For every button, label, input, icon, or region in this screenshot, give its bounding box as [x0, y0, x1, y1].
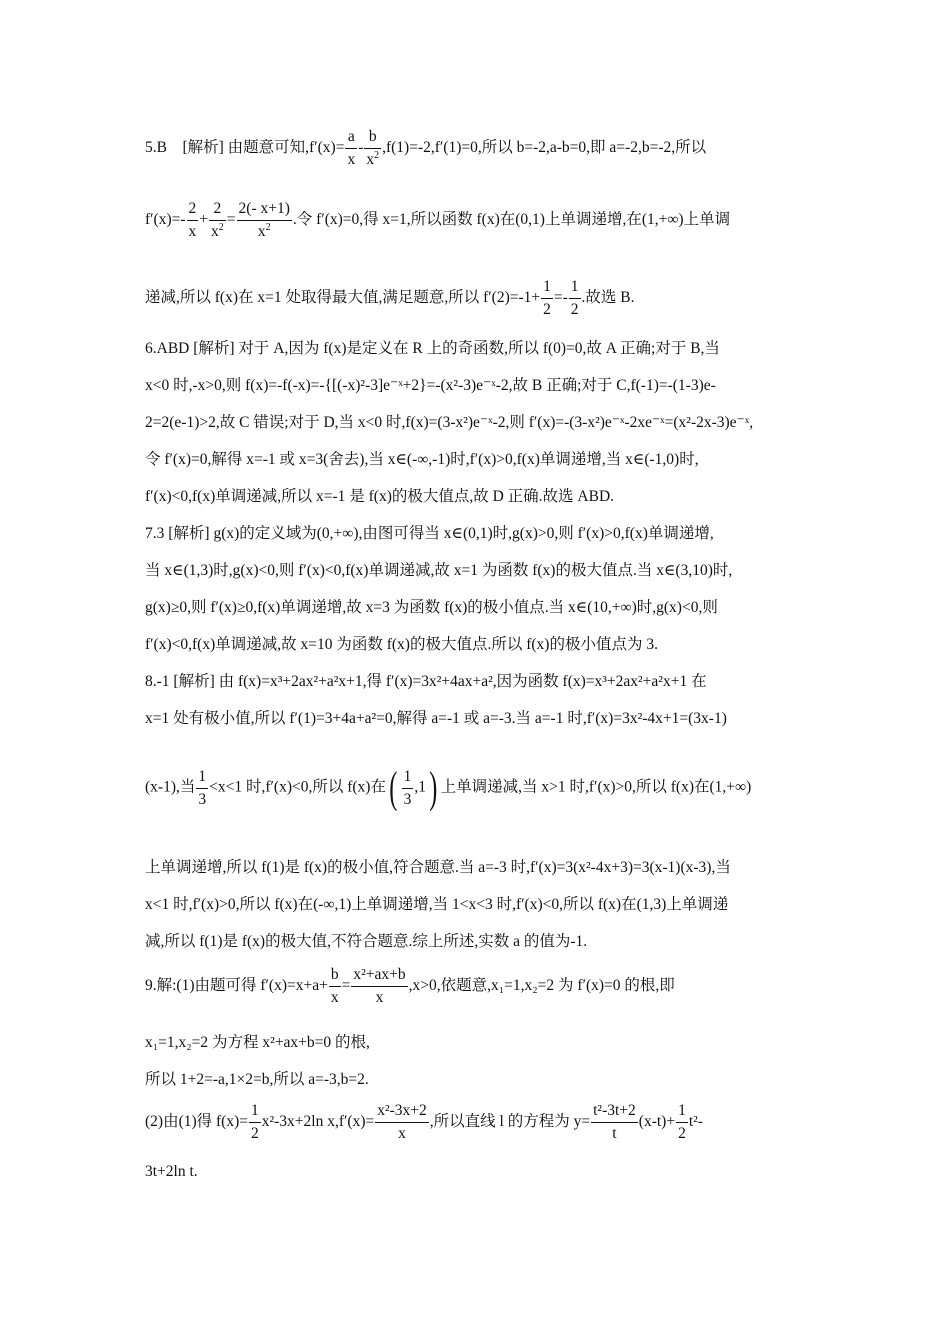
q8-line-1: 8.-1 [解析] 由 f(x)=x³+2ax²+a²x+1,得 f′(x)=3x²+4ax+a²,因为函数 f(x)=x³+2ax²+a²x+1 在: [145, 673, 707, 690]
fraction-a-over-x: $\frac{a}{x}$: [347, 128, 356, 168]
fraction-combined: $\frac{2(- x+1)}{x^2}$: [238, 200, 290, 240]
q8-line-5: x<1 时,f′(x)>0,所以 f(x)在(-∞,1)上单调递增,当 1<x<3 时,f′(x)<0,所以 f(x)在(1,3)上单调递: [145, 896, 729, 913]
q7-line-2: 当 x∈(1,3)时,g(x)<0,则 f′(x)<0,f(x)单调递减,故 x=1 为函数 f(x)的极大值点.当 x∈(3,10)时,: [145, 562, 733, 579]
q9-line-5: 3t+2ln t.: [145, 1163, 198, 1180]
q7-line-4: f′(x)<0,f(x)单调递减,故 x=10 为函数 f(x)的极大值点.所以 f(x)的极小值点为 3.: [145, 636, 658, 653]
q6-line-5: f′(x)<0,f(x)单调递减,所以 x=-1 是 f(x)的极大值点,故 D 正确.故选 ABD.: [145, 488, 615, 505]
q9-line-3: 所以 1+2=-a,1×2=b,所以 a=-3,b=2.: [145, 1071, 369, 1088]
fraction-one-third: $\frac{1}{3}$: [198, 767, 207, 808]
fraction-derivative: $\frac{\text{x²-3x+2}}{x}$: [377, 1102, 427, 1142]
q8-line-4: 上单调递增,所以 f(1)是 f(x)的极小值,符合题意.当 a=-3 时,f′(x)=3(x²-4x+3)=3(x-1)(x-3),当: [145, 859, 731, 876]
q8-line-2: x=1 处有极小值,所以 f′(1)=3+4a+a²=0,解得 a=-1 或 a=-3.当 a=-1 时,f′(x)=3x²-4x+1=(3x-1): [145, 710, 727, 727]
q5-line-3: 递减,所以 f(x)在 x=1 处取得最大值,满足题意,所以 f′(2)=-1+ $\frac{1}{2}$ =- $\frac{1}{2}$ .故选 B.: [145, 278, 635, 318]
fraction-2-over-x2: $\frac{2}{x^2}$: [211, 200, 224, 240]
fraction-slope-t: $\frac{\text{t²-3t+2}}{t}$: [593, 1102, 636, 1142]
q7-line-3: g(x)≥0,则 f′(x)≥0,f(x)单调递增,故 x=3 为函数 f(x)的极小值点.当 x∈(10,+∞)时,g(x)<0,则: [145, 599, 718, 616]
fraction-one-half: $\frac{1}{2}$: [251, 1102, 259, 1142]
fraction-one-half: $\frac{1}{2}$: [570, 278, 579, 318]
q6-line-4: 令 f′(x)=0,解得 x=-1 或 x=3(舍去),当 x∈(-∞,-1)时,f′(x)>0,f(x)单调递增,当 x∈(-1,0)时,: [145, 451, 699, 468]
q6-line-2: x<0 时,-x>0,则 f(x)=-f(-x)=-{[(-x)²-3]e⁻ˣ+2}=-(x²-3)e⁻ˣ-2,故 B 正确;对于 C,f(-1)=-(1-3)e-: [145, 377, 716, 394]
q9-line-2: x₁=1,x₂=2 为方程 x²+ax+b=0 的根,: [145, 1034, 370, 1051]
q9-line-4: (2)由(1)得 f(x)= $\frac{1}{2}$ x²-3x+2ln x,f′(x)= $\frac{\text{x²-3x+2}}{x}$ ,所以直线 l 的方程为 y= $\frac{\text{t²-3t+2}}{t}$ (x-t)+ $\frac{1}{2}$ t²-: [145, 1102, 703, 1142]
fraction-one-half: $\frac{1}{2}$: [678, 1102, 686, 1142]
fraction-one-third: $\frac{1}{3}$: [403, 767, 412, 808]
q9-line-1: 9.解:(1)由题可得 f′(x)=x+a+ $\frac{b}{x}$ = $\frac{\text{x²+ax+b}}{x}$ ,x>0,依题意,x₁=1,x₂=2 为 f′(x)=0 的根,即: [145, 966, 675, 1006]
q8-line-3: (x-1),当 $\frac{1}{3}$ <x<1 时,f′(x)<0,所以 f(x)在( $\frac{1}{3}$ ,1) 上单调递减,当 x>1 时,f′(x)>0,所以 f(x)在(1,+∞): [145, 763, 752, 812]
q6-line-1: 6.ABD [解析] 对于 A,因为 f(x)是定义在 R 上的奇函数,所以 f(0)=0,故 A 正确;对于 B,当: [145, 340, 720, 357]
fraction-b-over-x: $\frac{b}{x}$: [330, 966, 339, 1006]
q8-line-6: 减,所以 f(1)是 f(x)的极大值,不符合题意.综上所述,实数 a 的值为-1.: [145, 933, 588, 950]
fraction-b-over-x2: $\frac{b}{x^2}$: [366, 128, 380, 168]
fraction-quadratic-over-x: $\frac{\text{x²+ax+b}}{x}$: [353, 966, 406, 1006]
q6-line-3: 2=2(e-1)>2,故 C 错误;对于 D,当 x<0 时,f(x)=(3-x²)e⁻ˣ-2,则 f′(x)=-(3-x²)e⁻ˣ-2xe⁻ˣ=(x²-2x-3)e⁻ˣ,: [145, 414, 754, 431]
q5-line-1: 5.B [解析] 由题意可知,f′(x)= $\frac{a}{x}$ - $\frac{b}{x^2}$ ,f(1)=-2,f′(1)=0,所以 b=-2,a-b=0,即 a=-2,b=-2,所以: [145, 128, 707, 168]
fraction-one-half: $\frac{1}{2}$: [543, 278, 551, 318]
q7-line-1: 7.3 [解析] g(x)的定义域为(0,+∞),由图可得当 x∈(0,1)时,g(x)>0,则 f′(x)>0,f(x)单调递增,: [145, 525, 714, 542]
fraction-2-over-x: $\frac{2}{x}$: [188, 200, 197, 240]
q5-line-2: f′(x)=- $\frac{2}{x}$ + $\frac{2}{x^2}$ = $\frac{2(- x+1)}{x^2}$ .令 f′(x)=0,得 x=1,所以函数 f(x)在(0,1)上单调递增,在(1,+∞)上单调: [145, 200, 731, 240]
